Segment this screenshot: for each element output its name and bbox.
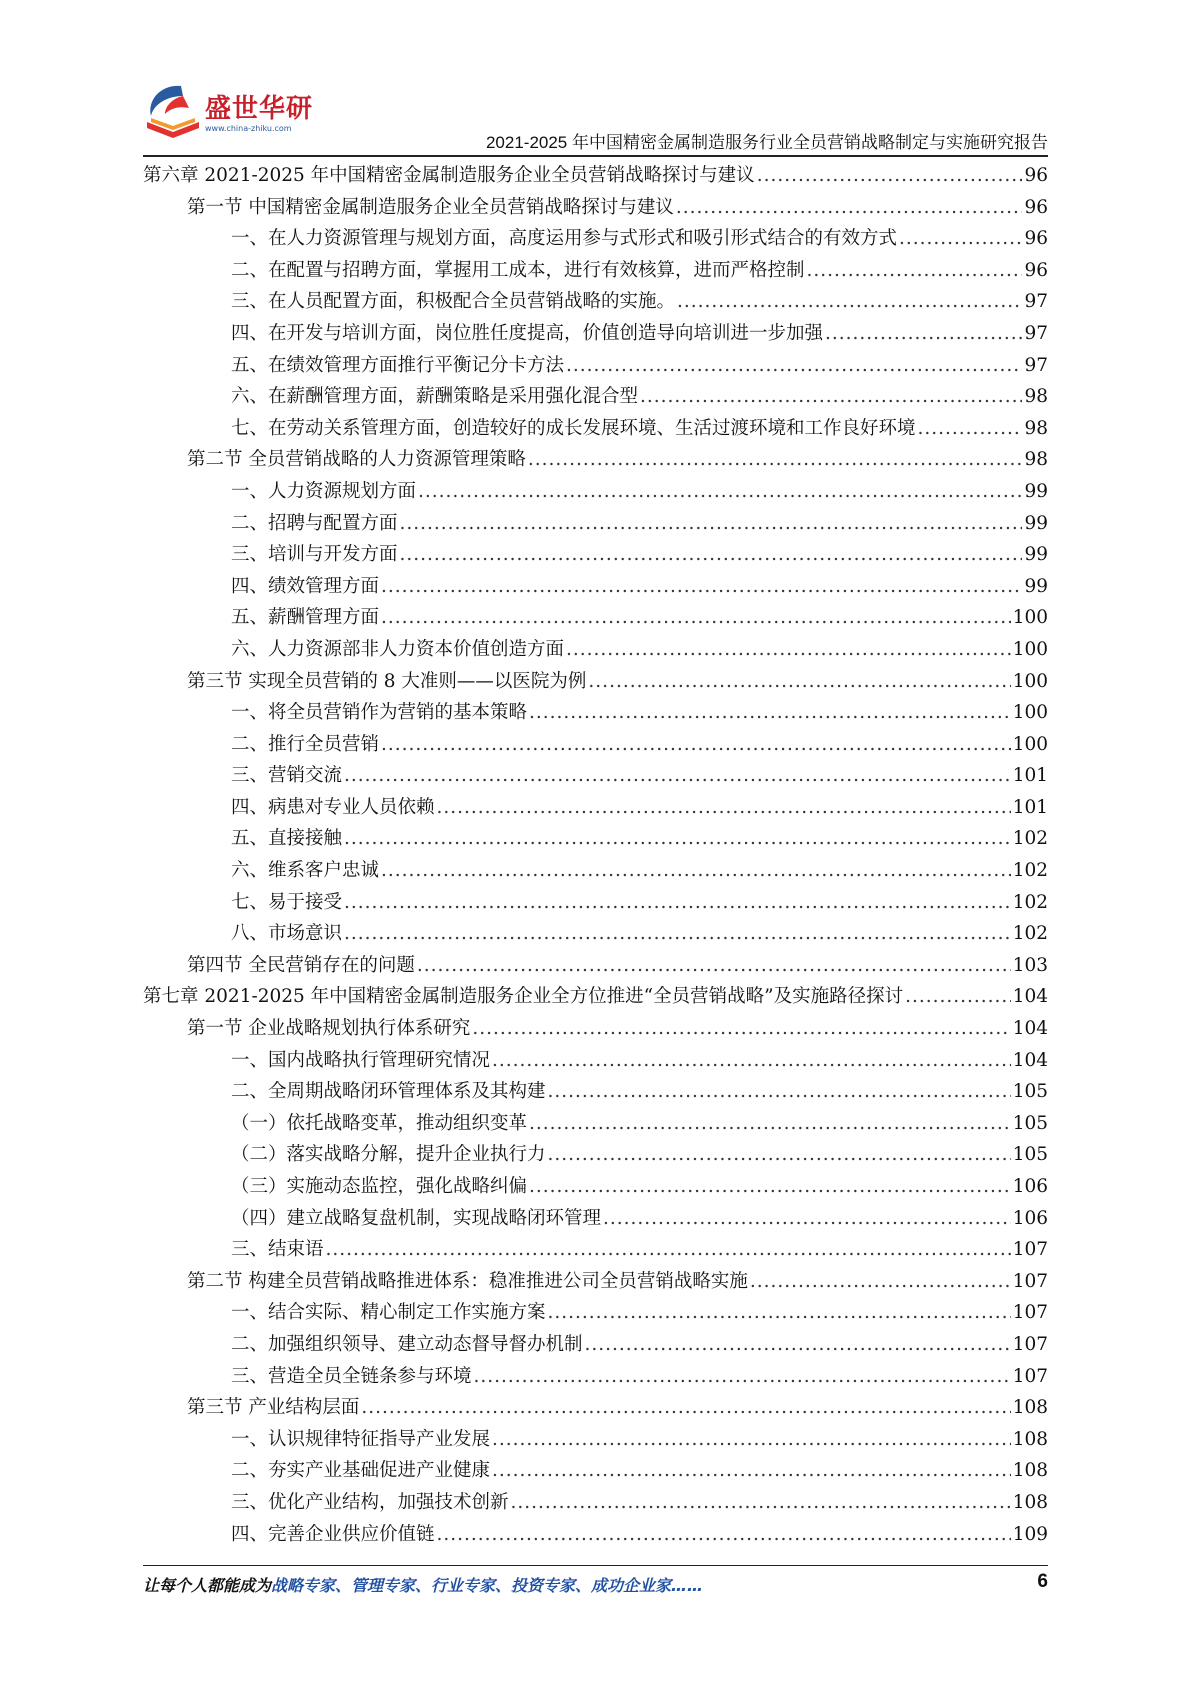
toc-entry[interactable]: [143, 1392, 1048, 1424]
toc-entry[interactable]: [143, 1424, 1048, 1456]
slogan-highlight: 战略专家、管理专家、行业专家、投资专家、成功企业家……: [271, 1576, 704, 1595]
toc-entry-page: 98: [1024, 386, 1048, 408]
toc-dot-leader: [472, 1013, 1010, 1045]
toc-entry-title: 二、在配置与招聘方面，掌握用工成本，进行有效核算，进而严格控制: [231, 259, 805, 281]
toc-dot-leader: [588, 666, 1010, 698]
toc-entry[interactable]: [143, 192, 1048, 224]
toc-entry-title: 一、在人力资源管理与规划方面，高度运用参与式形式和吸引形式结合的有效方式: [231, 228, 898, 250]
toc-entry-title: 六、在薪酬管理方面，薪酬策略是采用强化混合型: [231, 386, 639, 408]
toc-entry-page: 108: [1012, 1428, 1048, 1450]
toc-entry-title: 五、直接接触: [231, 828, 343, 850]
toc-dot-leader: [326, 1234, 1011, 1266]
toc-entry-page: 109: [1012, 1523, 1048, 1545]
toc-entry[interactable]: [143, 1519, 1048, 1551]
toc-entry-title: 一、将全员营销作为营销的基本策略: [231, 702, 528, 724]
toc-entry-page: 96: [1024, 259, 1048, 281]
toc-entry[interactable]: [143, 318, 1048, 350]
toc-entry-title: 一、人力资源规划方面: [231, 480, 417, 502]
toc-entry[interactable]: [143, 350, 1048, 382]
toc-dot-leader: [492, 1045, 1011, 1077]
toc-entry[interactable]: [143, 286, 1048, 318]
toc-entry[interactable]: [143, 634, 1048, 666]
toc-entry[interactable]: [143, 539, 1048, 571]
toc-entry-page: 100: [1012, 702, 1048, 724]
toc-dot-leader: [585, 1329, 1011, 1361]
toc-dot-leader: [400, 539, 1023, 571]
toc-entry-title: 一、国内战略执行管理研究情况: [231, 1049, 491, 1071]
toc-entry-page: 106: [1012, 1207, 1048, 1229]
toc-dot-leader: [381, 855, 1011, 887]
toc-dot-leader: [529, 697, 1011, 729]
toc-entry-page: 96: [1024, 165, 1048, 186]
toc-dot-leader: [750, 1266, 1011, 1298]
toc-dot-leader: [437, 1519, 1011, 1551]
toc-entry-page: 102: [1012, 891, 1048, 913]
toc-entry-title: 七、在劳动关系管理方面，创造较好的成长发展环境、生活过渡环境和工作良好环境: [231, 417, 916, 439]
toc-entry-title: 第四节 全民营销存在的问题: [187, 954, 415, 976]
toc-entry-title: 一、结合实际、精心制定工作实施方案: [231, 1302, 546, 1324]
toc-dot-leader: [918, 413, 1023, 445]
toc-entry-title: （二）落实战略分解，提升企业执行力: [231, 1144, 546, 1166]
toc-entry[interactable]: [143, 476, 1048, 508]
toc-entry-title: 六、维系客户忠诚: [231, 860, 380, 882]
toc-entry-title: 四、病患对专业人员依赖: [231, 796, 435, 818]
toc-entry-title: 五、薪酬管理方面: [231, 607, 380, 629]
toc-entry[interactable]: [143, 729, 1048, 761]
toc-entry-title: 第一节 中国精密金属制造服务企业全员营销战略探讨与建议: [187, 196, 674, 218]
toc-dot-leader: [344, 887, 1011, 919]
toc-entry-page: 102: [1012, 860, 1048, 882]
toc-entry-page: 98: [1024, 449, 1048, 471]
toc-entry-title: 二、夯实产业基础促进产业健康: [231, 1460, 491, 1482]
toc-dot-leader: [548, 1139, 1011, 1171]
toc-entry-title: 四、绩效管理方面: [231, 575, 380, 597]
toc-entry-page: 107: [1012, 1333, 1048, 1355]
toc-entry-page: 97: [1024, 354, 1048, 376]
toc-dot-leader: [757, 160, 1023, 192]
toc-dot-leader: [566, 634, 1011, 666]
toc-entry-page: 105: [1012, 1112, 1048, 1134]
toc-entry[interactable]: [143, 1108, 1048, 1140]
toc-entry-title: 三、优化产业结构，加强技术创新: [231, 1491, 509, 1513]
toc-entry[interactable]: [143, 887, 1048, 919]
toc-entry[interactable]: [143, 223, 1048, 255]
toc-entry[interactable]: [143, 1455, 1048, 1487]
toc-entry[interactable]: [143, 1361, 1048, 1393]
toc-entry-title: 一、认识规律特征指导产业发展: [231, 1428, 491, 1450]
footer-divider: [143, 1565, 1048, 1566]
toc-dot-leader: [381, 729, 1011, 761]
toc-dot-leader: [344, 760, 1011, 792]
toc-entry-title: 八、市场意识: [231, 923, 343, 945]
toc-entry[interactable]: [143, 1171, 1048, 1203]
toc-entry-title: 第三节 实现全员营销的 8 大准则——以医院为例: [187, 670, 587, 692]
toc-entry-page: 105: [1012, 1081, 1048, 1103]
toc-entry-page: 97: [1024, 291, 1048, 313]
toc-entry-title: 二、招聘与配置方面: [231, 512, 398, 534]
logo-url: www.china-zhiku.com: [205, 124, 292, 133]
toc-entry-page: 102: [1012, 923, 1048, 945]
toc-entry[interactable]: [143, 1013, 1048, 1045]
toc-entry-page: 99: [1024, 544, 1048, 566]
toc-entry-title: 四、完善企业供应价值链: [231, 1523, 435, 1545]
toc-entry-title: （三）实施动态监控，强化战略纠偏: [231, 1176, 528, 1197]
toc-dot-leader: [807, 255, 1023, 287]
toc-entry[interactable]: [143, 950, 1048, 982]
table-of-contents: [143, 160, 1048, 1550]
toc-entry[interactable]: [143, 792, 1048, 824]
toc-entry-page: 101: [1012, 796, 1048, 818]
toc-entry-title: 三、营销交流: [231, 765, 343, 787]
toc-entry-title: 三、在人员配置方面，积极配合全员营销战略的实施。: [231, 291, 676, 313]
toc-dot-leader: [400, 508, 1023, 540]
toc-dot-leader: [381, 602, 1011, 634]
toc-entry-title: 五、在绩效管理方面推行平衡记分卡方法: [231, 354, 565, 376]
slogan-prefix: 让每个人都能成为: [143, 1576, 272, 1595]
toc-entry-page: 100: [1012, 733, 1048, 755]
toc-entry-page: 102: [1012, 828, 1048, 850]
toc-entry-page: 107: [1012, 1302, 1048, 1324]
toc-entry-page: 97: [1024, 322, 1048, 344]
toc-entry-page: 107: [1012, 1270, 1048, 1292]
toc-dot-leader: [905, 981, 1011, 1013]
toc-dot-leader: [603, 1203, 1011, 1235]
toc-entry[interactable]: [143, 602, 1048, 634]
toc-entry[interactable]: [143, 666, 1048, 698]
toc-dot-leader: [418, 476, 1022, 508]
logo-emblem-icon: [143, 82, 203, 144]
toc-entry-page: 100: [1012, 670, 1048, 692]
page-header: [0, 0, 1191, 150]
toc-dot-leader: [548, 1297, 1011, 1329]
toc-entry-title: （四）建立战略复盘机制，实现战略闭环管理: [231, 1207, 602, 1229]
toc-entry[interactable]: [143, 855, 1048, 887]
toc-entry-page: 106: [1012, 1176, 1048, 1197]
toc-entry[interactable]: [143, 381, 1048, 413]
toc-entry-page: 107: [1012, 1365, 1048, 1387]
toc-dot-leader: [492, 1455, 1011, 1487]
toc-entry-page: 99: [1024, 480, 1048, 502]
toc-dot-leader: [474, 1361, 1011, 1393]
toc-entry-page: 98: [1024, 417, 1048, 439]
toc-entry[interactable]: [143, 1487, 1048, 1519]
toc-entry-title: 第六章 2021-2025 年中国精密金属制造服务企业全员营销战略探讨与建议: [143, 165, 755, 186]
toc-entry-page: 99: [1024, 575, 1048, 597]
page-number: 6: [1037, 1571, 1048, 1592]
toc-entry-page: 108: [1012, 1491, 1048, 1513]
toc-dot-leader: [548, 1076, 1011, 1108]
logo-text: 盛世华研: [205, 94, 314, 124]
toc-entry-title: 第三节 产业结构层面: [187, 1397, 360, 1419]
toc-entry-title: 二、推行全员营销: [231, 733, 380, 755]
toc-entry-title: （一）依托战略变革，推动组织变革: [231, 1112, 528, 1134]
toc-dot-leader: [344, 823, 1011, 855]
toc-entry-page: 103: [1012, 954, 1048, 976]
toc-entry[interactable]: [143, 160, 1048, 192]
toc-entry[interactable]: [143, 1329, 1048, 1361]
toc-dot-leader: [511, 1487, 1011, 1519]
toc-entry-page: 99: [1024, 512, 1048, 534]
toc-entry[interactable]: [143, 918, 1048, 950]
toc-entry-page: 100: [1012, 607, 1048, 629]
toc-dot-leader: [529, 1171, 1011, 1203]
toc-entry-page: 108: [1012, 1460, 1048, 1482]
toc-dot-leader: [677, 286, 1022, 318]
toc-entry[interactable]: [143, 1297, 1048, 1329]
toc-entry-title: 六、人力资源部非人力资本价值创造方面: [231, 638, 565, 660]
toc-entry-page: 104: [1012, 1049, 1048, 1071]
toc-entry-title: 第二节 全员营销战略的人力资源管理策略: [187, 449, 526, 471]
toc-entry-page: 105: [1012, 1144, 1048, 1166]
toc-entry[interactable]: [143, 1045, 1048, 1077]
header-divider: [143, 155, 1048, 157]
toc-entry-page: 104: [1012, 986, 1048, 1008]
toc-entry-title: 第一节 企业战略规划执行体系研究: [187, 1018, 471, 1040]
toc-dot-leader: [437, 792, 1011, 824]
toc-dot-leader: [676, 192, 1023, 224]
toc-entry[interactable]: [143, 760, 1048, 792]
toc-entry-page: 108: [1012, 1397, 1048, 1419]
toc-entry-title: 三、结束语: [231, 1239, 324, 1261]
toc-dot-leader: [417, 950, 1011, 982]
toc-entry-page: 96: [1024, 196, 1048, 218]
report-title: 2021-2025 年中国精密金属制造服务行业全员营销战略制定与实施研究报告: [485, 133, 1048, 152]
toc-entry[interactable]: [143, 571, 1048, 603]
toc-entry-page: 101: [1012, 765, 1048, 787]
toc-entry-title: 三、培训与开发方面: [231, 544, 398, 566]
toc-entry[interactable]: [143, 255, 1048, 287]
toc-entry[interactable]: [143, 1234, 1048, 1266]
toc-entry-page: 104: [1012, 1018, 1048, 1040]
toc-entry-title: 四、在开发与培训方面，岗位胜任度提高，价值创造导向培训进一步加强: [231, 322, 824, 344]
toc-entry-title: 三、营造全员全链条参与环境: [231, 1365, 472, 1387]
toc-entry[interactable]: [143, 1203, 1048, 1235]
toc-dot-leader: [492, 1424, 1011, 1456]
toc-entry[interactable]: [143, 823, 1048, 855]
toc-dot-leader: [529, 1108, 1011, 1140]
toc-entry[interactable]: [143, 508, 1048, 540]
toc-entry[interactable]: [143, 1076, 1048, 1108]
footer-slogan: [143, 1573, 703, 1596]
toc-dot-leader: [381, 571, 1022, 603]
toc-dot-leader: [640, 381, 1022, 413]
toc-dot-leader: [528, 444, 1023, 476]
toc-entry[interactable]: [143, 697, 1048, 729]
toc-entry-title: 七、易于接受: [231, 891, 343, 913]
toc-entry[interactable]: [143, 981, 1048, 1013]
toc-dot-leader: [566, 350, 1022, 382]
toc-entry-title: 二、全周期战略闭环管理体系及其构建: [231, 1081, 546, 1103]
toc-dot-leader: [344, 918, 1011, 950]
toc-dot-leader: [825, 318, 1022, 350]
toc-entry[interactable]: [143, 1266, 1048, 1298]
company-logo: [143, 82, 323, 148]
toc-dot-leader: [361, 1392, 1010, 1424]
toc-entry[interactable]: [143, 444, 1048, 476]
toc-entry-title: 第七章 2021-2025 年中国精密金属制造服务企业全方位推进“全员营销战略”及实施路径探讨: [143, 986, 904, 1008]
toc-entry[interactable]: [143, 413, 1048, 445]
toc-entry-title: 第二节 构建全员营销战略推进体系：稳准推进公司全员营销战略实施: [187, 1270, 748, 1292]
toc-entry-title: 二、加强组织领导、建立动态督导督办机制: [231, 1333, 583, 1355]
toc-entry-page: 96: [1024, 228, 1048, 250]
toc-entry[interactable]: [143, 1139, 1048, 1171]
toc-entry-page: 100: [1012, 638, 1048, 660]
toc-dot-leader: [899, 223, 1022, 255]
toc-entry-page: 107: [1012, 1239, 1048, 1261]
